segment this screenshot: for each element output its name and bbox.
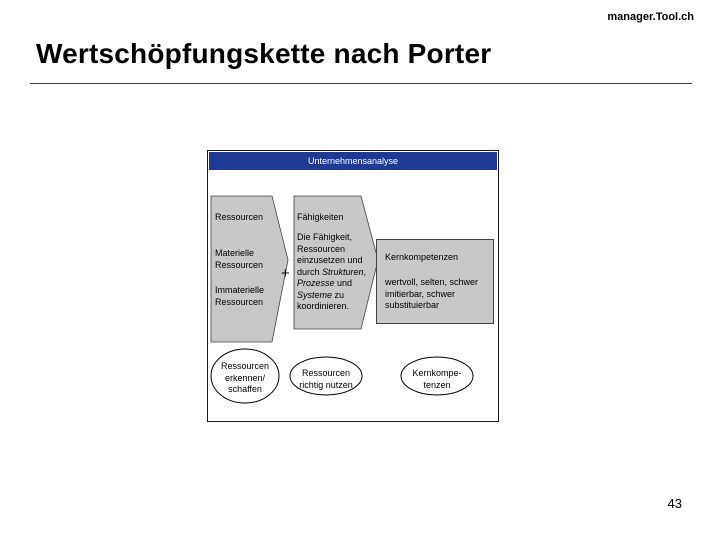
immaterial-resources-text: Immaterielle Ressourcen <box>215 285 265 307</box>
capabilities-desc-and: und <box>334 278 353 288</box>
capabilities-description <box>297 232 383 313</box>
plus-sign: + <box>281 265 290 282</box>
brand-label: manager.Tool.ch <box>607 11 694 23</box>
capabilities-desc-sep: , <box>363 266 367 277</box>
capabilities-desc-systems: Systeme <box>297 289 333 300</box>
capabilities-label: Fähigkeiten <box>297 212 344 222</box>
oval-resources-create-text: Ressourcen erkennen/ schaffen <box>220 361 270 394</box>
page-number: 43 <box>667 496 682 511</box>
core-competencies-title: Kernkompetenzen <box>385 252 459 262</box>
capabilities-desc-structures: Strukturen <box>322 266 364 277</box>
core-competencies-description: wertvoll, selten, schwer imitierbar, schwer substituierbar <box>385 277 479 310</box>
material-resources-text: Materielle Ressourcen <box>215 248 264 270</box>
oval-core-competencies-text: Kernkompe-tenzen <box>412 368 462 390</box>
capabilities-desc-processes: Prozesse <box>297 278 335 288</box>
capabilities-desc-part1: Die Fähigkeit, Ressourcen einzusetzen und durch <box>297 232 363 277</box>
capabilities-desc-end: zu koordinieren. <box>297 289 350 311</box>
page-title: Wertschöpfungskette nach Porter <box>36 38 492 69</box>
resources-label: Ressourcen <box>215 212 264 222</box>
diagram-frame-title: Unternehmensanalyse <box>209 152 497 170</box>
oval-resources-use-text: Ressourcen richtig nutzen <box>299 368 353 390</box>
